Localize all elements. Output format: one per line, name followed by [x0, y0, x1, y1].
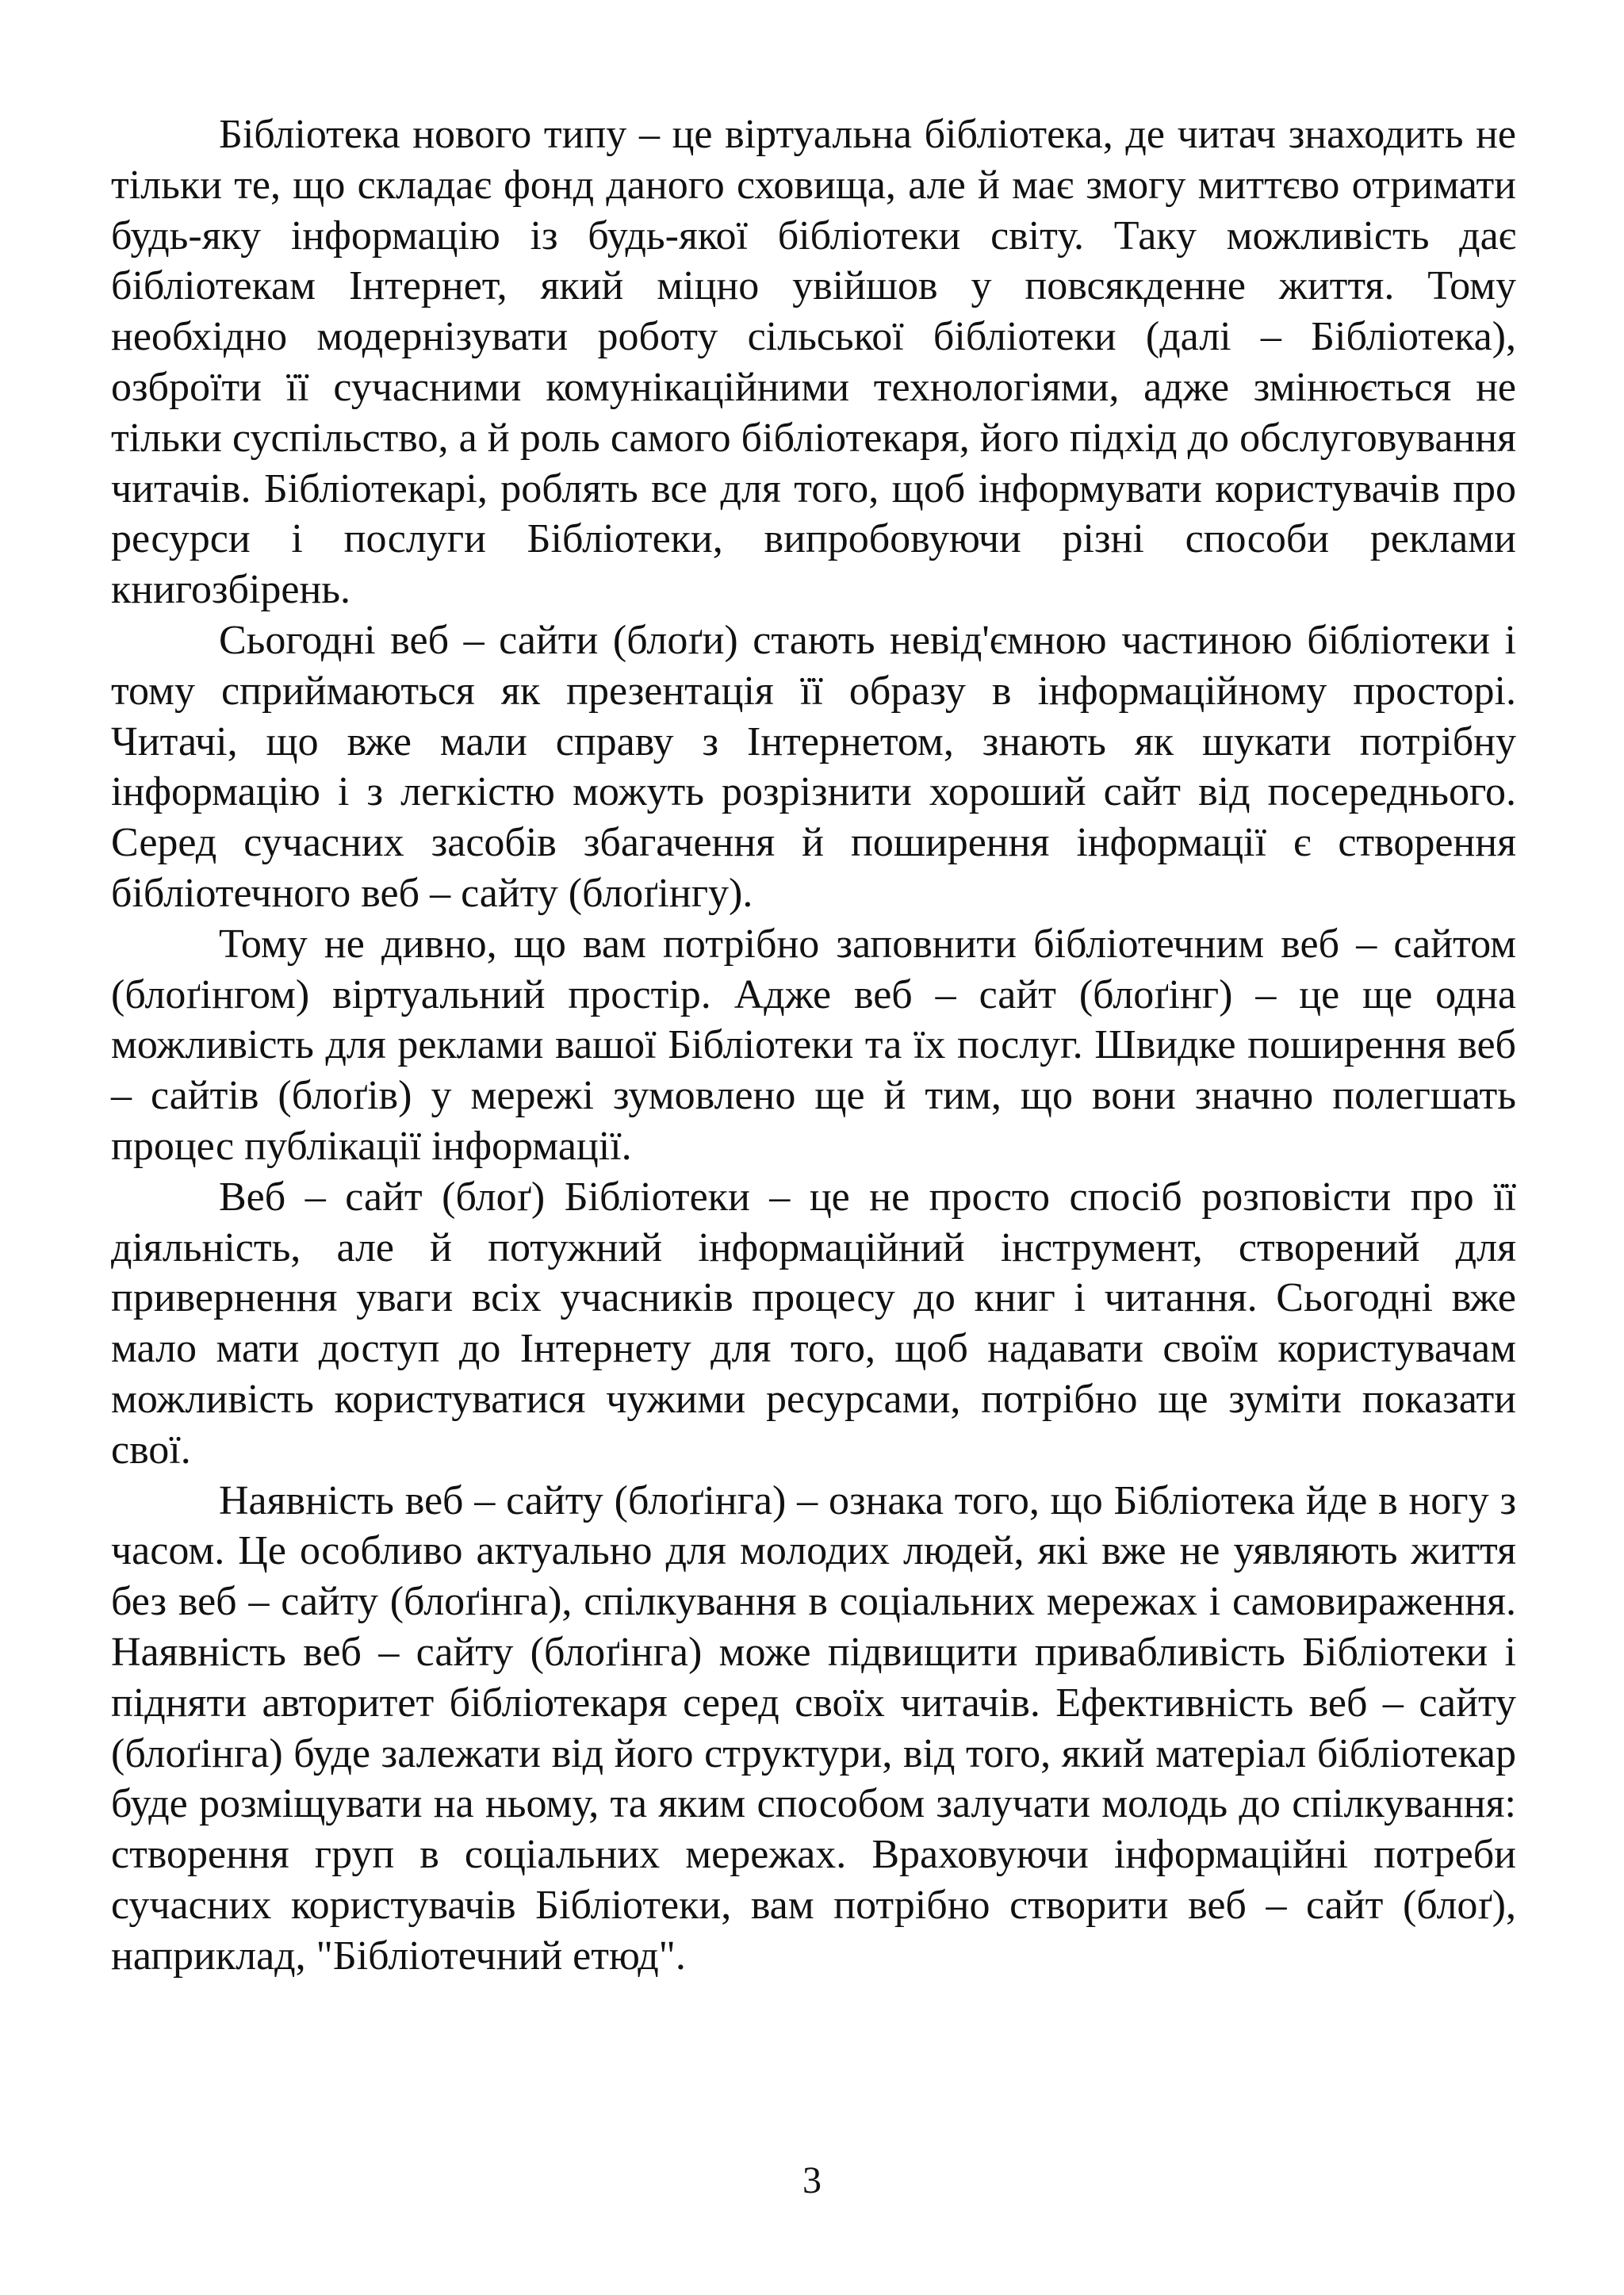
paragraph-3: Тому не дивно, що вам потрібно заповнити бібліотечним веб – сайтом (блоґінгом) віртуальний простір. Адже веб – сайт (блоґінг) – це ще одна можливість для реклами вашої Бібліотеки та їх послуг. Швидке поширення веб – сайтів (блоґів) у мережі зумовлено ще й тим, що вони значно полегшать процес публікації інформації.: [111, 921, 1516, 1169]
paragraph-5: Наявність веб – сайту (блоґінга) – ознака того, що Бібліотека йде в ногу з часом. Це особливо актуально для молодих людей, які вже не уявляють життя без веб – сайту (блоґінга), спілкування в соціальних мережах і самовираження. Наявність веб – сайту (блоґінга) може підвищити привабливість Бібліотеки і підняти авторитет бібліотекаря серед своїх читачів. Ефективність веб – сайту (блоґінга) буде залежати від його структури, від того, який матеріал бібліотекар буде розміщувати на ньому, та яким способом залучати молодь до спілкування: створення груп в соціальних мережах. Враховуючи інформаційні потреби сучасних користувачів Бібліотеки, вам потрібно створити веб – сайт (блоґ), наприклад, "Бібліотечний етюд".: [111, 1477, 1516, 1979]
paragraph-1: Бібліотека нового типу – це віртуальна бібліотека, де читач знаходить не тільки те, що складає фонд даного сховища, але й має змогу миттєво отримати будь-яку інформацію із будь-якої бібліотеки світу. Таку можливість дає бібліотекам Інтернет, який міцно увійшов у повсякденне життя. Тому необхідно модернізувати роботу сільської бібліотеки (далі – Бібліотека), озброїти її сучасними комунікаційними технологіями, адже змінюється не тільки суспільство, а й роль самого бібліотекаря, його підхід до обслуговування читачів. Бібліотекарі, роблять все для того, щоб інформувати користувачів про ресурси і послуги Бібліотеки, випробовуючи різні способи реклами книгозбірень.: [111, 112, 1516, 613]
page-number: 3: [802, 2159, 822, 2201]
paragraph-4: Веб – сайт (блоґ) Бібліотеки – це не просто спосіб розповісти про її діяльність, але й потужний інформаційний інструмент, створений для привернення уваги всіх учасників процесу до книг і читання. Сьогодні вже мало мати доступ до Інтернету для того, щоб надавати своїм користувачам можливість користуватися чужими ресурсами, потрібно ще зуміти показати свої.: [111, 1174, 1516, 1473]
paragraph-2: Сьогодні веб – сайти (блоґи) стають невід'ємною частиною бібліотеки і тому сприймаються як презентація її образу в інформаційному просторі. Читачі, що вже мали справу з Інтернетом, знають як шукати потрібну інформацію і з легкістю можуть розрізнити хороший сайт від посереднього. Серед сучасних засобів збагачення й поширення інформації є створення бібліотечного веб – сайту (блоґінгу).: [111, 617, 1516, 916]
page-body: [111, 109, 1516, 1981]
